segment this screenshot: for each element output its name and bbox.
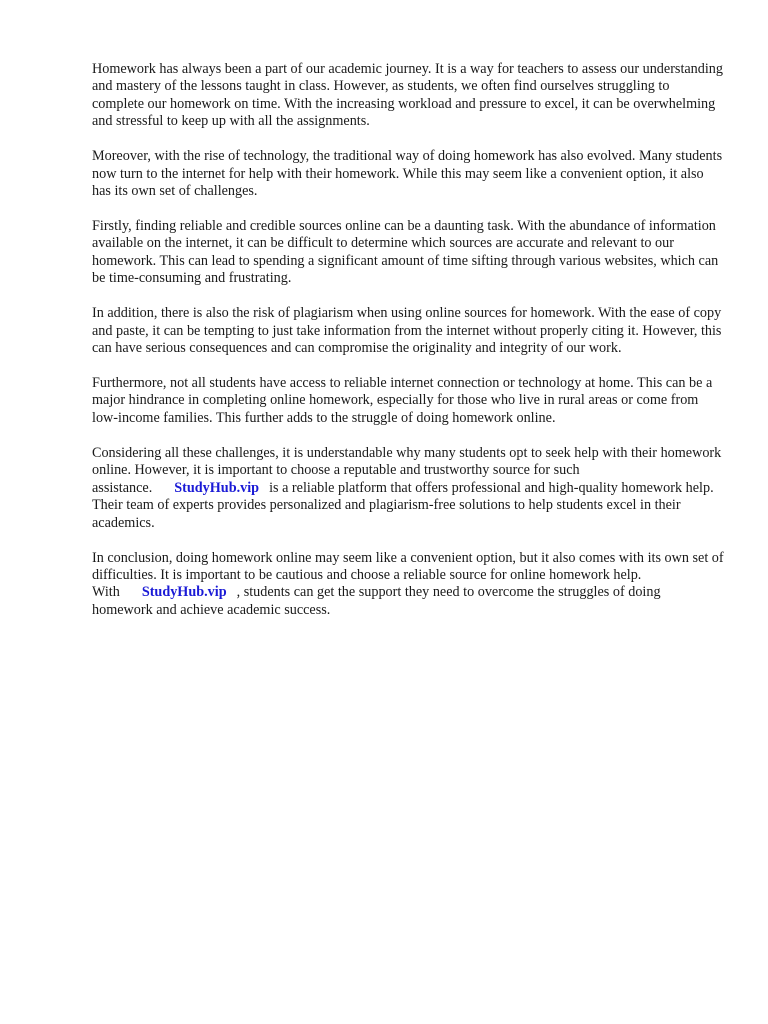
paragraph-help-text-before: Considering all these challenges, it is understandable why many students opt to seek help with their homework online. However, it is important to choose a reputable and trustworthy source for such assistance.	[92, 444, 722, 496]
document-body	[92, 61, 724, 637]
paragraph-conclusion-text-after: , students can get the support they need to overcome the struggles of doing homework and achieve academic success.	[92, 584, 661, 618]
paragraph-technology: Moreover, with the rise of technology, the traditional way of doing homework has also evolved. Many students now turn to the internet for help with their homework. While this may seem like a convenient option, it also has its own set of challenges.	[92, 148, 723, 200]
studyhub-link[interactable]: StudyHub.vip	[174, 479, 260, 496]
paragraph-sources: Firstly, finding reliable and credible sources online can be a daunting task. With the abundance of information available on the internet, it can be difficult to determine which sources are accurate and relevant to our homework. This can lead to spending a significant amount of time sifting through various websites, which can be time-consuming and frustrating.	[92, 218, 719, 287]
paragraph-access: Furthermore, not all students have access to reliable internet connection or technology at home. This can be a major hindrance in completing online homework, especially for those who live in rural areas or come from low-income families. This further adds to the struggle of doing homework online.	[92, 375, 713, 426]
paragraph-help-text-after: is a reliable platform that offers professional and high-quality homework help. Their team of experts provides personalized and plagiarism-free solutions to help students excel in their academics.	[92, 479, 714, 531]
paragraph-help	[92, 445, 724, 532]
paragraph-conclusion-text-before: In conclusion, doing homework online may seem like a convenient option, but it also comes with its own set of difficulties. It is important to be cautious and choose a reliable source for online homework help. With	[92, 549, 724, 601]
studyhub-link-conclusion[interactable]: StudyHub.vip	[141, 584, 227, 601]
paragraph-plagiarism: In addition, there is also the risk of plagiarism when using online sources for homework. With the ease of copy and paste, it can be tempting to just take information from the internet without properly citing it. However, this can have serious consequences and can compromise the originality and integrity of our work.	[92, 305, 722, 357]
paragraph-intro: Homework has always been a part of our academic journey. It is a way for teachers to assess our understanding and mastery of the lessons taught in class. However, as students, we often find ourselves struggling to complete our homework on time. With the increasing workload and pressure to excel, it can be overwhelming and stressful to keep up with all the assignments.	[92, 61, 723, 130]
paragraph-conclusion	[92, 550, 724, 620]
